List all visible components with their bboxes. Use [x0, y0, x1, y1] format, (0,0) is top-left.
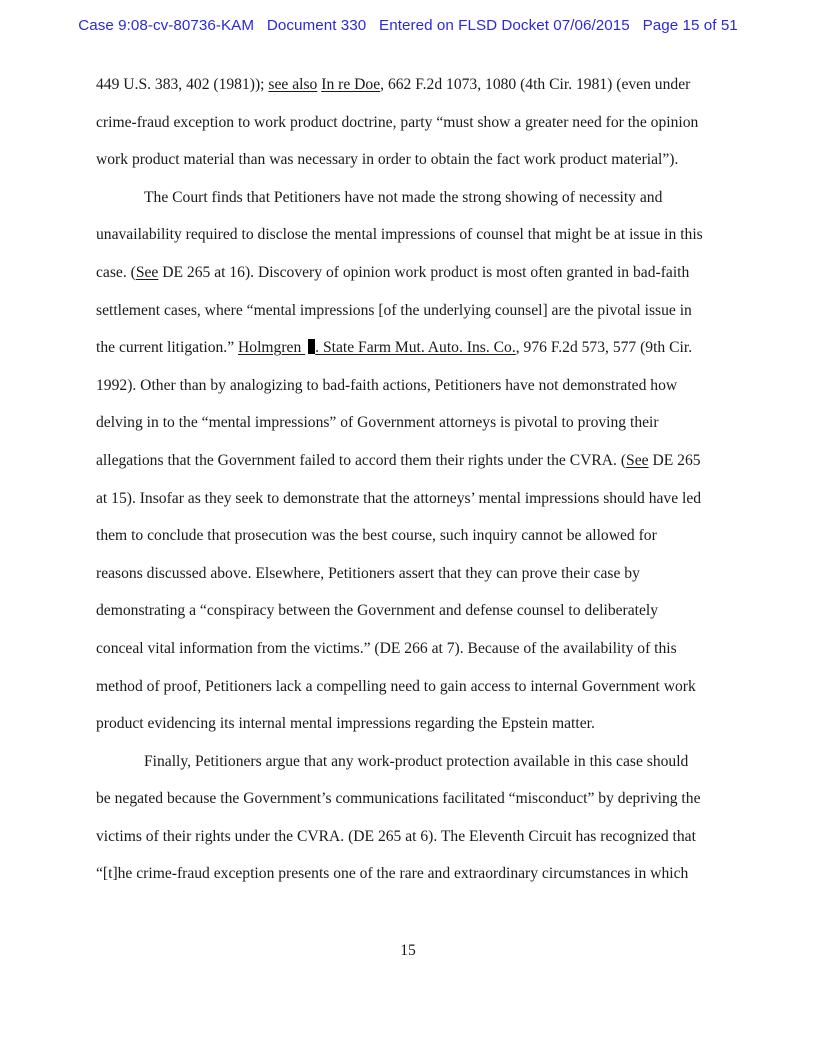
p2-line-4: settlement cases, where “mental impressions [of the underlying counsel] are the pivotal issue in — [96, 301, 692, 319]
signal-see: See — [626, 451, 649, 469]
p2-line-10: them to conclude that prosecution was the best course, such inquiry cannot be allowed for — [96, 527, 657, 545]
document-body — [96, 66, 721, 893]
page-number: 15 — [400, 942, 416, 959]
p2-line-13: conceal vital information from the victims.” (DE 266 at 7). Because of the availability of this — [96, 639, 677, 657]
p3-line-3: victims of their rights under the CVRA. (DE 265 at 6). The Eleventh Circuit has recognized that — [96, 827, 696, 845]
p2-line-5: the current litigation.” Holmgren . State Farm Mut. Auto. Ins. Co., 976 F.2d 573, 577 (9th Cir. — [96, 339, 693, 357]
p2-line-12: demonstrating a “conspiracy between the Government and defense counsel to deliberately — [96, 602, 659, 620]
p2-line-1: The Court finds that Petitioners have not made the strong showing of necessity and — [144, 188, 663, 206]
p2-line-15: product evidencing its internal mental impressions regarding the Epstein matter. — [96, 715, 595, 733]
p2-line-14: method of proof, Petitioners lack a compelling need to gain access to internal Government work — [96, 677, 696, 695]
p2-line-2: unavailability required to disclose the mental impressions of counsel that might be at issue in this — [96, 226, 703, 244]
header-case-number: Case 9:08-cv-80736-KAM — [78, 17, 255, 34]
header-entered-date: Entered on FLSD Docket 07/06/2015 — [379, 17, 630, 34]
p3-line-2: be negated because the Government’s communications facilitated “misconduct” by depriving the — [96, 790, 701, 808]
p1-line-1: 449 U.S. 383, 402 (1981)); see also In re Doe, 662 F.2d 1073, 1080 (4th Cir. 1981) (even under — [96, 76, 691, 93]
header-page-count: Page 15 of 51 — [642, 17, 738, 34]
p1-line-3: work product material than was necessary in order to obtain the fact work product material”). — [96, 151, 679, 169]
p1-line-2: crime-fraud exception to work product doctrine, party “must show a greater need for the opinion — [96, 113, 699, 131]
p2-line-3: case. (See DE 265 at 16). Discovery of opinion work product is most often granted in bad-faith — [96, 263, 690, 281]
docket-header — [0, 17, 816, 34]
p2-line-11: reasons discussed above. Elsewhere, Petitioners assert that they can prove their case by — [96, 564, 640, 582]
p2-line-8: allegations that the Government failed to accord them their rights under the CVRA. (See DE 265 — [96, 451, 701, 469]
p3-line-1: Finally, Petitioners argue that any work-product protection available in this case should — [144, 752, 689, 770]
header-document-number: Document 330 — [266, 17, 367, 34]
p3-line-4: “[t]he crime-fraud exception presents one of the rare and extraordinary circumstances in which — [96, 865, 689, 883]
signal-see: See — [135, 263, 159, 281]
case-citation-in-re-doe: In re Doe — [321, 76, 381, 93]
signal-see-also: see also — [268, 76, 318, 93]
p2-line-6: 1992). Other than by analogizing to bad-faith actions, Petitioners have not demonstrated how — [96, 376, 678, 394]
p2-line-7: delving in to the “mental impressions” of Government attorneys is pivotal to proving their — [96, 414, 659, 432]
p2-line-9: at 15). Insofar as they seek to demonstrate that the attorneys’ mental impressions should have led — [96, 489, 702, 507]
case-citation-holmgren: Holmgren . State Farm Mut. Auto. Ins. Co. — [238, 339, 516, 357]
